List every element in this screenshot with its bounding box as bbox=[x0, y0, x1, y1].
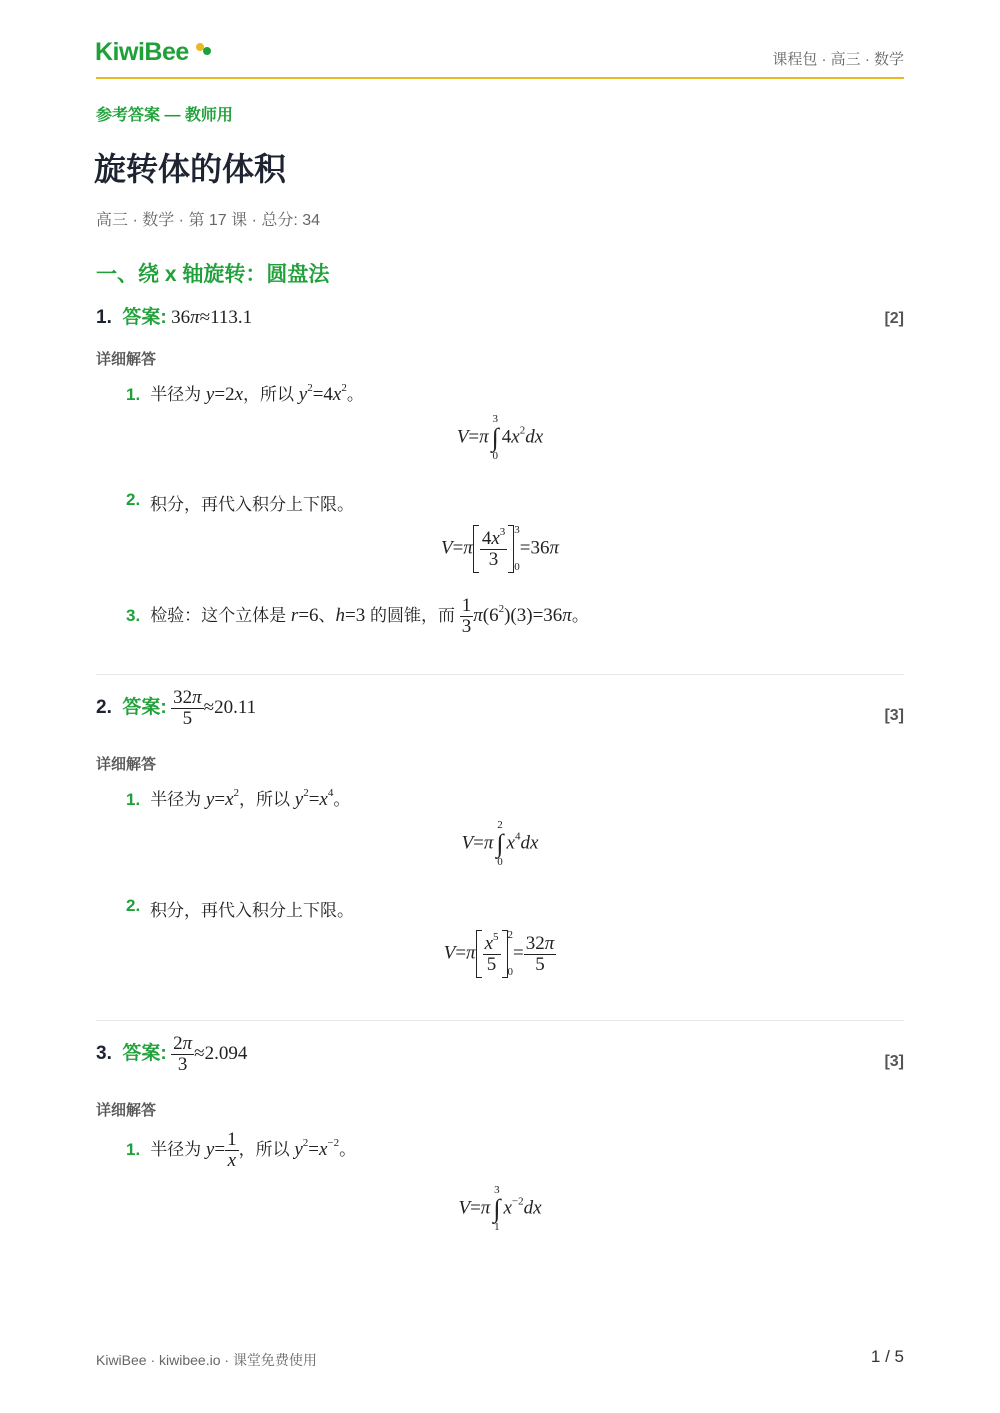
doc-label: 参考答案 — 教师用 bbox=[96, 107, 233, 124]
question-number: 1. bbox=[96, 307, 112, 328]
question-3-answer-row bbox=[96, 1034, 247, 1075]
question-number: 2. bbox=[96, 696, 112, 718]
logo-dots-icon bbox=[195, 38, 213, 56]
question-3-points: [3] bbox=[884, 1053, 904, 1070]
question-1-answer-row bbox=[96, 302, 252, 329]
q1-formula-2: V=π $\frac{4x^3}{3}$ 3 0 =36π bbox=[440, 524, 560, 573]
detail-label: 详细解答 bbox=[96, 351, 157, 368]
footer-text: KiwiBee · kiwibee.io · 课堂免费使用 bbox=[96, 1352, 317, 1368]
answer-label: 答案: bbox=[122, 1042, 167, 1064]
q3-formula-1: V=π 3 ∫ 1 $x^{-2}dx$ bbox=[458, 1184, 542, 1233]
answer-value: $\frac{2\pi}{3}$ ≈2.094 bbox=[173, 1033, 248, 1075]
logo[interactable] bbox=[95, 38, 213, 68]
answer-value: $\frac{32\pi}{5}$ ≈20.11 bbox=[173, 687, 257, 729]
q1-step-1: 1. 半径为 y=2x，所以 $y^2=4x^2$。 bbox=[126, 382, 364, 405]
question-2-answer-row bbox=[96, 688, 256, 729]
breadcrumb: 课程包 · 高三 · 数学 bbox=[772, 51, 904, 68]
answer-label: 答案: bbox=[122, 307, 167, 328]
q1-step-3: 3. 检验：这个立体是 r=6、h=3 的圆锥，而 $\frac{1}{3}$ $\pi(6^2)(3)=36\pi$。 bbox=[126, 595, 589, 637]
page-number: 1 / 5 bbox=[870, 1347, 904, 1366]
doc-meta: 高三 · 数学 · 第 17 课 · 总分: 34 bbox=[96, 212, 321, 229]
answer-value: 36π≈113.1 bbox=[171, 307, 253, 328]
question-2-points: [3] bbox=[884, 707, 904, 724]
divider bbox=[96, 674, 904, 675]
divider bbox=[96, 1020, 904, 1021]
q1-formula-1: V=π 3 ∫ 0 $4x^2dx$ bbox=[456, 413, 544, 462]
q1-step-2: 积分，再代入积分上下限。 bbox=[150, 495, 354, 514]
answer-label: 答案: bbox=[122, 696, 167, 718]
q2-step-1: 1. 半径为 $y=x^2$，所以 $y^2=x^4$。 bbox=[126, 787, 351, 810]
q3-step-1: 1. 半径为 y= $\frac{1}{x}$ ，所以 $y^2=x^{-2}$。 bbox=[126, 1129, 357, 1171]
section-title: 一、绕 x 轴旋转：圆盘法 bbox=[96, 263, 330, 286]
logo-text: KiwiBee bbox=[95, 38, 189, 66]
detail-label: 详细解答 bbox=[96, 1102, 157, 1119]
q2-formula-2: V=π $\frac{x^5}{5}$ 2 0 = $\frac{32\pi}{5}$ bbox=[443, 929, 555, 978]
detail-label: 详细解答 bbox=[96, 756, 157, 773]
header-divider bbox=[96, 77, 904, 79]
q2-step-2: 积分，再代入积分上下限。 bbox=[150, 901, 354, 920]
page-title: 旋转体的体积 bbox=[94, 151, 287, 187]
question-1-points: [2] bbox=[884, 310, 904, 327]
question-number: 3. bbox=[96, 1042, 112, 1064]
q2-formula-1: V=π 2 ∫ 0 $x^4dx$ bbox=[461, 819, 539, 868]
step-number: 2. bbox=[126, 490, 141, 509]
step-number: 2. bbox=[126, 896, 141, 915]
